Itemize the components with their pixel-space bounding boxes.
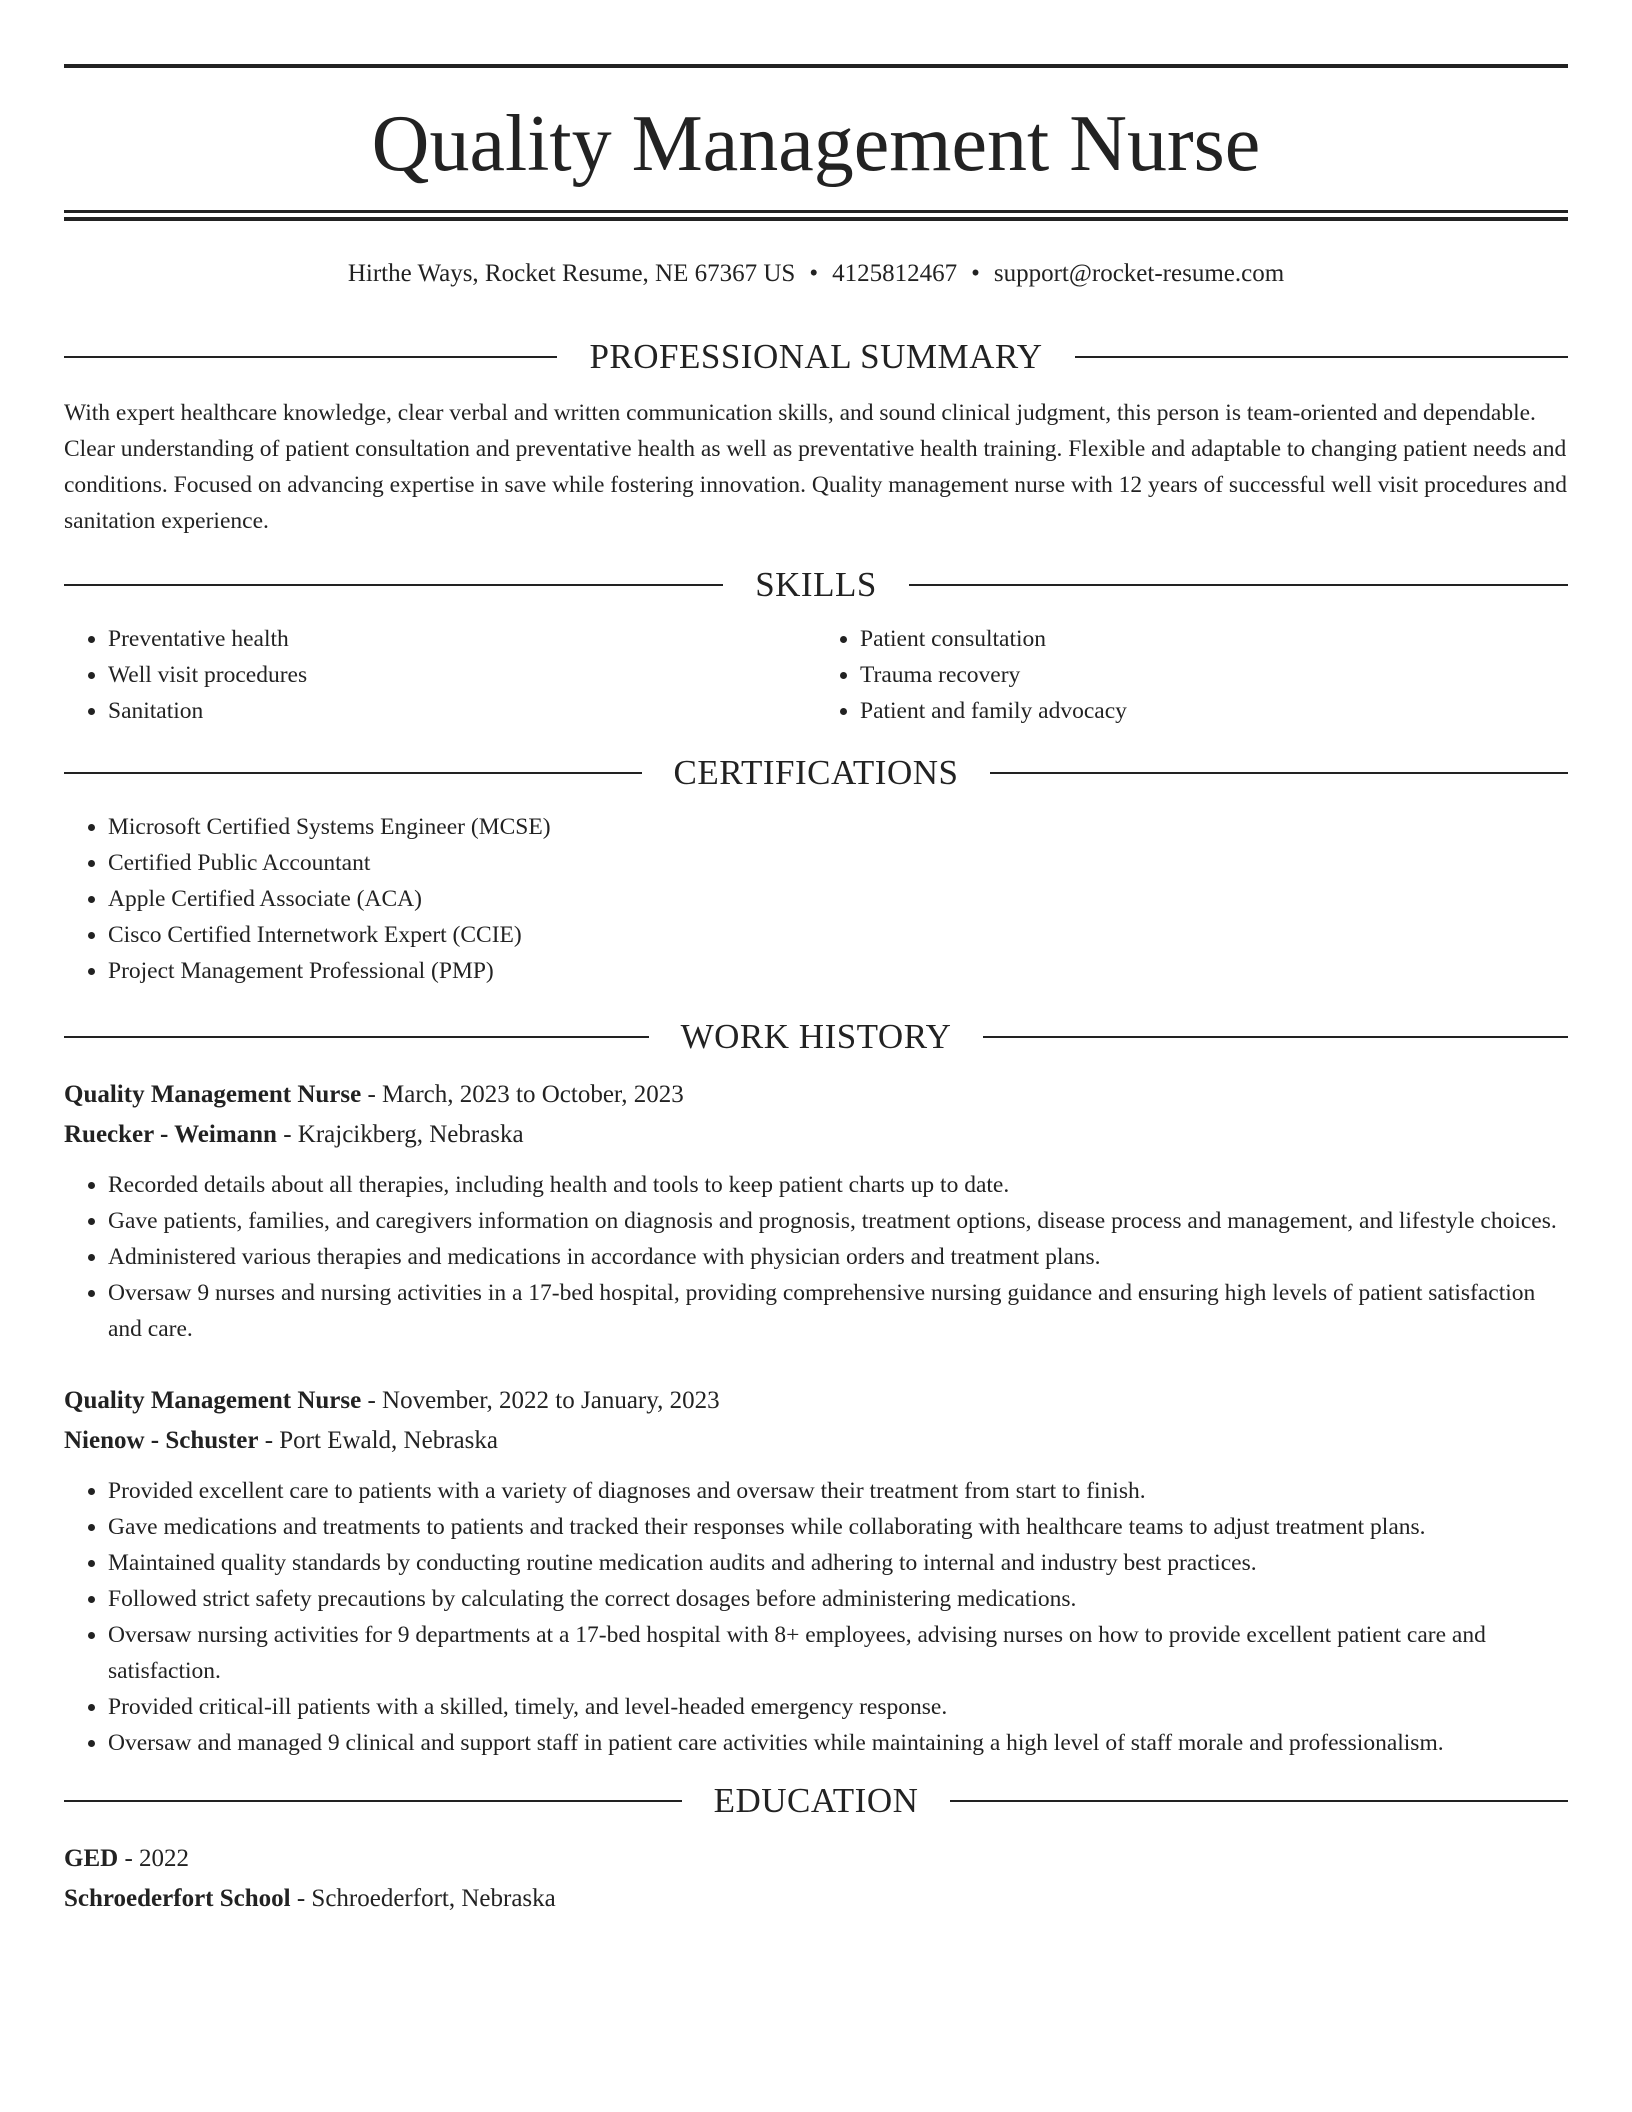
job-entry xyxy=(64,1075,1568,1347)
list-item: • Recorded details about all therapies, including health and tools to keep patient charts up to date. xyxy=(108,1167,1568,1203)
list-item: • Preventative health xyxy=(108,621,816,657)
contact-phone: 4125812467 xyxy=(832,260,958,287)
section-rule xyxy=(64,1036,649,1038)
list-item: • Administered various therapies and medications in accordance with physician orders and treatment plans. xyxy=(108,1239,1568,1275)
list-item: • Oversaw 9 nurses and nursing activities in a 17-bed hospital, providing comprehensive nursing guidance and ensuring high levels of patient satisfaction and care. xyxy=(108,1275,1568,1347)
contact-line xyxy=(64,257,1568,291)
list-item: • Apple Certified Associate (ACA) xyxy=(108,881,1568,917)
education-year: - 2022 xyxy=(118,1845,190,1872)
list-item: • Patient and family advocacy xyxy=(860,693,1568,729)
list-item: • Gave patients, families, and caregivers information on diagnosis and prognosis, treatment options, disease process and management, and lifestyle choices. xyxy=(108,1203,1568,1239)
list-item: • Gave medications and treatments to patients and tracked their responses while collaborating with healthcare teams to adjust treatment plans. xyxy=(108,1509,1568,1545)
job-title-line xyxy=(64,1075,1568,1115)
section-header-education xyxy=(64,1781,1568,1821)
job-company-line xyxy=(64,1421,1568,1461)
section-title-work: WORK HISTORY xyxy=(680,1017,952,1056)
section-header-certifications xyxy=(64,753,1568,793)
job-company-line xyxy=(64,1115,1568,1155)
contact-address: Hirthe Ways, Rocket Resume, NE 67367 US xyxy=(347,260,796,287)
list-item: • Trauma recovery xyxy=(860,657,1568,693)
section-rule xyxy=(64,584,723,586)
page-title: Quality Management Nurse xyxy=(371,100,1261,188)
list-item: • Cisco Certified Internetwork Expert (CCIE) xyxy=(108,917,1568,953)
contact-separator: • xyxy=(971,260,980,287)
list-item: • Patient consultation xyxy=(860,621,1568,657)
section-header-work xyxy=(64,1017,1568,1057)
education-degree: GED xyxy=(64,1845,119,1872)
section-rule xyxy=(1075,356,1568,358)
skills-list-left xyxy=(64,621,816,729)
education-school: Schroederfort School xyxy=(64,1885,291,1912)
section-title-summary: PROFESSIONAL SUMMARY xyxy=(589,337,1043,376)
list-item: • Maintained quality standards by conducting routine medication audits and adhering to internal and industry best practices. xyxy=(108,1545,1568,1581)
section-rule xyxy=(64,356,557,358)
education-school-line xyxy=(64,1879,1568,1919)
section-rule xyxy=(950,1800,1568,1802)
job-bullets xyxy=(64,1167,1568,1347)
education-entry xyxy=(64,1839,1568,1919)
education-degree-line xyxy=(64,1839,1568,1879)
section-rule xyxy=(64,772,642,774)
summary-text: With expert healthcare knowledge, clear verbal and written communication skills, and sound clinical judgment, this person is team-oriented and dependable. Clear understanding of patient consultation and preventative health as well as preventative health training. Flexible and adaptable to changing patient needs and conditions. Focused on advancing expertise in save while fostering innovation. Quality management nurse with 12 years of successful well visit procedures and sanitation experience. xyxy=(64,400,1567,534)
job-location: - Krajcikberg, Nebraska xyxy=(276,1121,524,1148)
list-item: • Oversaw and managed 9 clinical and support staff in patient care activities while maintaining a high level of staff morale and professionalism. xyxy=(108,1725,1568,1761)
job-dates: - March, 2023 to October, 2023 xyxy=(361,1081,684,1108)
section-rule xyxy=(990,772,1568,774)
section-title-certifications: CERTIFICATIONS xyxy=(673,753,959,792)
skills-list-right xyxy=(816,621,1568,729)
certifications-list xyxy=(64,809,1568,989)
top-rule xyxy=(64,64,1568,68)
list-item: • Followed strict safety precautions by calculating the correct dosages before administering medications. xyxy=(108,1581,1568,1617)
list-item: • Well visit procedures xyxy=(108,657,816,693)
list-item: • Microsoft Certified Systems Engineer (MCSE) xyxy=(108,809,1568,845)
section-header-summary xyxy=(64,337,1568,377)
skills-grid xyxy=(64,621,1568,729)
section-title-education: EDUCATION xyxy=(713,1781,919,1820)
job-title-line xyxy=(64,1381,1568,1421)
job-location: - Port Ewald, Nebraska xyxy=(258,1427,498,1454)
contact-email: support@rocket-resume.com xyxy=(993,260,1285,287)
job-title: Quality Management Nurse xyxy=(64,1387,362,1414)
list-item: • Provided critical-ill patients with a skilled, timely, and level-headed emergency response. xyxy=(108,1689,1568,1725)
job-company: Ruecker - Weimann xyxy=(64,1121,277,1148)
job-company: Nienow - Schuster xyxy=(64,1427,259,1454)
list-item: • Oversaw nursing activities for 9 departments at a 17-bed hospital with 8+ employees, advising nurses on how to provide excellent patient care and satisfaction. xyxy=(108,1617,1568,1689)
title-double-rule xyxy=(64,210,1568,221)
list-item: • Project Management Professional (PMP) xyxy=(108,953,1568,989)
section-header-skills xyxy=(64,565,1568,605)
section-rule xyxy=(983,1036,1568,1038)
job-dates: - November, 2022 to January, 2023 xyxy=(361,1387,720,1414)
section-rule xyxy=(909,584,1568,586)
section-title-skills: SKILLS xyxy=(755,565,877,604)
list-item: • Provided excellent care to patients with a variety of diagnoses and oversaw their treatment from start to finish. xyxy=(108,1473,1568,1509)
section-rule xyxy=(64,1800,682,1802)
education-location: - Schroederfort, Nebraska xyxy=(290,1885,556,1912)
job-bullets xyxy=(64,1473,1568,1761)
job-title: Quality Management Nurse xyxy=(64,1081,362,1108)
contact-separator: • xyxy=(809,260,819,287)
list-item: • Sanitation xyxy=(108,693,816,729)
list-item: • Certified Public Accountant xyxy=(108,845,1568,881)
job-entry xyxy=(64,1381,1568,1761)
